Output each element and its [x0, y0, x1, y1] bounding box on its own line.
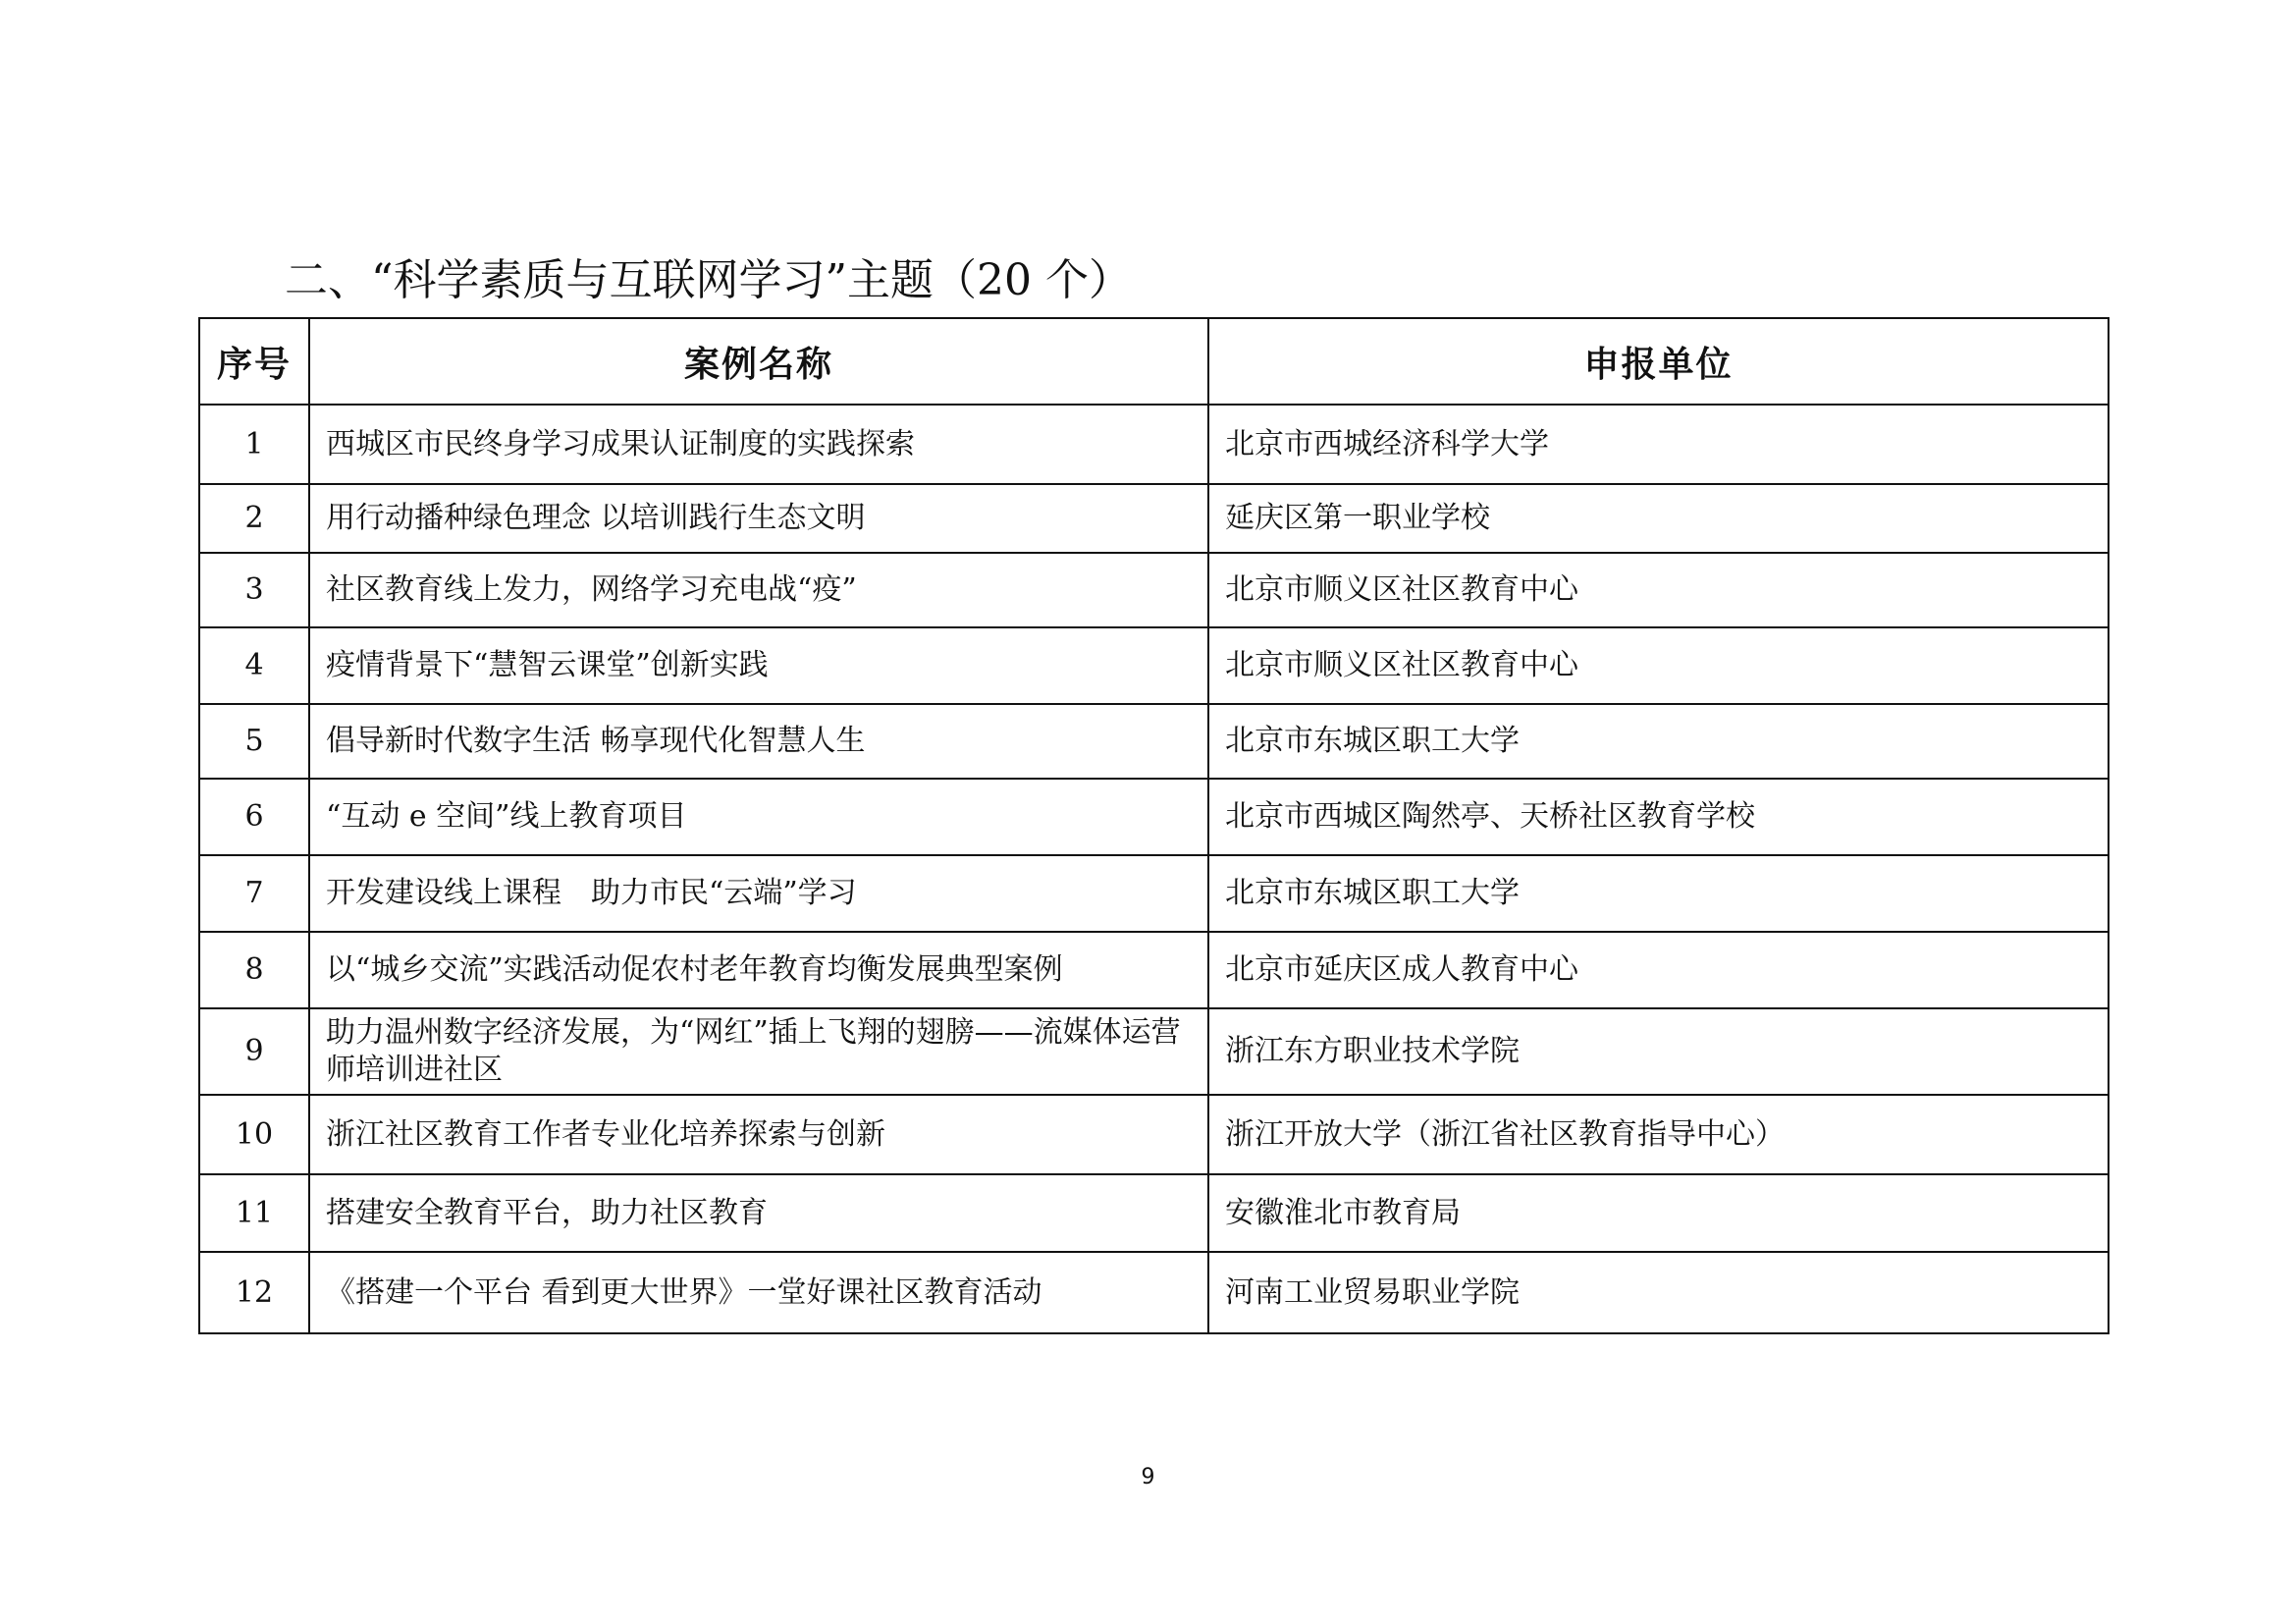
row-number: 3 — [199, 553, 309, 627]
table-row — [199, 553, 2109, 627]
case-name: 《搭建一个平台 看到更大世界》一堂好课社区教育活动 — [309, 1252, 1208, 1333]
applicant-unit: 北京市西城区陶然亭、天桥社区教育学校 — [1208, 779, 2109, 855]
row-number: 7 — [199, 855, 309, 932]
row-number: 2 — [199, 484, 309, 553]
table-row — [199, 855, 2109, 932]
cases-table — [198, 317, 2109, 1334]
applicant-unit: 北京市东城区职工大学 — [1208, 704, 2109, 779]
table-row — [199, 627, 2109, 704]
table-row — [199, 1095, 2109, 1174]
table-row — [199, 405, 2109, 484]
row-number: 12 — [199, 1252, 309, 1333]
header-serial-number: 序号 — [199, 318, 309, 405]
row-number: 8 — [199, 932, 309, 1008]
row-number: 5 — [199, 704, 309, 779]
row-number: 1 — [199, 405, 309, 484]
table-row — [199, 932, 2109, 1008]
applicant-unit: 北京市东城区职工大学 — [1208, 855, 2109, 932]
applicant-unit: 北京市延庆区成人教育中心 — [1208, 932, 2109, 1008]
case-name: “互动 e 空间”线上教育项目 — [309, 779, 1208, 855]
applicant-unit: 河南工业贸易职业学院 — [1208, 1252, 2109, 1333]
header-applicant-unit: 申报单位 — [1208, 318, 2109, 405]
case-name: 社区教育线上发力，网络学习充电战“疫” — [309, 553, 1208, 627]
page-number: 9 — [1141, 1465, 1155, 1489]
applicant-unit: 浙江东方职业技术学院 — [1208, 1008, 2109, 1095]
table-row — [199, 704, 2109, 779]
case-name: 浙江社区教育工作者专业化培养探索与创新 — [309, 1095, 1208, 1174]
table-row — [199, 1008, 2109, 1095]
table-header-row — [199, 318, 2109, 405]
row-number: 4 — [199, 627, 309, 704]
header-case-name: 案例名称 — [309, 318, 1208, 405]
case-name: 开发建设线上课程 助力市民“云端”学习 — [309, 855, 1208, 932]
case-name: 用行动播种绿色理念 以培训践行生态文明 — [309, 484, 1208, 553]
row-number: 10 — [199, 1095, 309, 1174]
applicant-unit: 延庆区第一职业学校 — [1208, 484, 2109, 553]
applicant-unit: 北京市顺义区社区教育中心 — [1208, 627, 2109, 704]
table-row — [199, 779, 2109, 855]
case-name: 疫情背景下“慧智云课堂”创新实践 — [309, 627, 1208, 704]
applicant-unit: 北京市西城经济科学大学 — [1208, 405, 2109, 484]
case-name: 倡导新时代数字生活 畅享现代化智慧人生 — [309, 704, 1208, 779]
table-row — [199, 1252, 2109, 1333]
applicant-unit: 安徽淮北市教育局 — [1208, 1174, 2109, 1252]
case-name: 以“城乡交流”实践活动促农村老年教育均衡发展典型案例 — [309, 932, 1208, 1008]
applicant-unit: 北京市顺义区社区教育中心 — [1208, 553, 2109, 627]
row-number: 9 — [199, 1008, 309, 1095]
table-row — [199, 1174, 2109, 1252]
row-number: 6 — [199, 779, 309, 855]
case-name: 助力温州数字经济发展，为“网红”插上飞翔的翅膀——流媒体运营师培训进社区 — [309, 1008, 1208, 1095]
applicant-unit: 浙江开放大学（浙江省社区教育指导中心） — [1208, 1095, 2109, 1174]
row-number: 11 — [199, 1174, 309, 1252]
case-name: 搭建安全教育平台，助力社区教育 — [309, 1174, 1208, 1252]
table-row — [199, 484, 2109, 553]
section-title: 二、“科学素质与互联网学习”主题（20 个） — [285, 255, 1132, 305]
case-name: 西城区市民终身学习成果认证制度的实践探索 — [309, 405, 1208, 484]
